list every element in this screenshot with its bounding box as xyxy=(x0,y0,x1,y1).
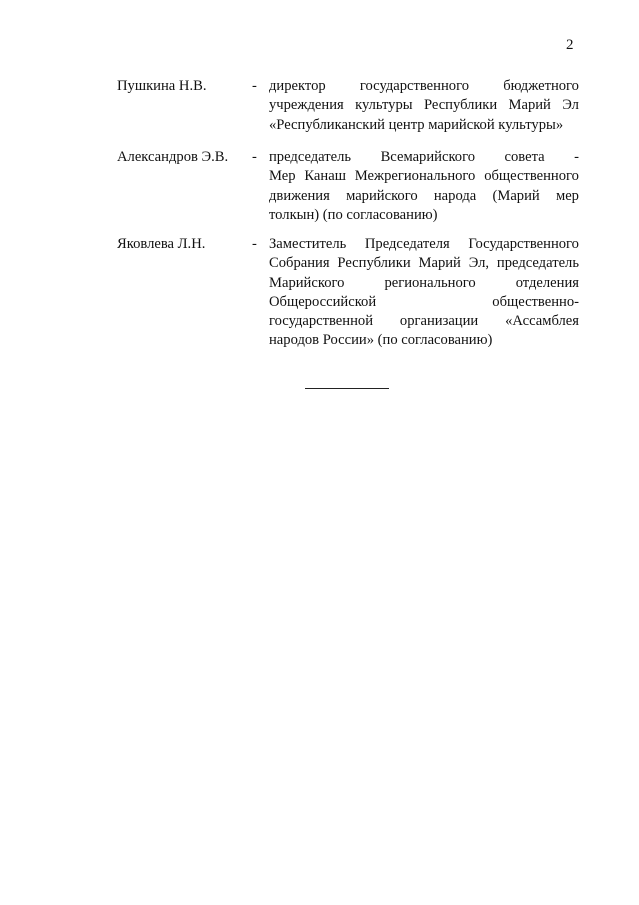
description-line: Общероссийской общественно- xyxy=(269,293,579,310)
description-line: народов России» (по согласованию) xyxy=(269,332,493,349)
member-dash: - xyxy=(252,149,257,165)
description-line: председатель Всемарийского совета - xyxy=(269,149,579,165)
member-name: Яковлева Л.Н. xyxy=(117,236,206,252)
description-line: Мер Канаш Межрегионального общественного xyxy=(269,168,579,185)
page-number: 2 xyxy=(566,37,574,53)
description-line: государственной организации «Ассамблея xyxy=(269,313,579,330)
member-dash: - xyxy=(252,236,257,252)
member-description xyxy=(269,148,579,225)
description-line: Собрания Республики Марий Эл, председатель xyxy=(269,255,579,272)
description-line: Марийского регионального отделения xyxy=(269,274,579,291)
member-name: Александров Э.В. xyxy=(117,149,229,165)
description-line: толкын) (по согласованию) xyxy=(269,206,438,223)
member-name: Пушкина Н.В. xyxy=(117,78,207,94)
description-line: учреждения культуры Республики Марий Эл xyxy=(269,97,579,114)
description-line: движения марийского народа (Марий мер xyxy=(269,187,579,204)
description-line: директор государственного бюджетного xyxy=(269,78,579,94)
member-description xyxy=(269,77,579,135)
member-description xyxy=(269,235,579,351)
description-line: «Республиканский центр марийской культуры» xyxy=(269,116,564,133)
end-separator-line xyxy=(305,388,389,389)
description-line: Заместитель Председателя Государственного xyxy=(269,236,579,252)
member-dash: - xyxy=(252,78,257,94)
